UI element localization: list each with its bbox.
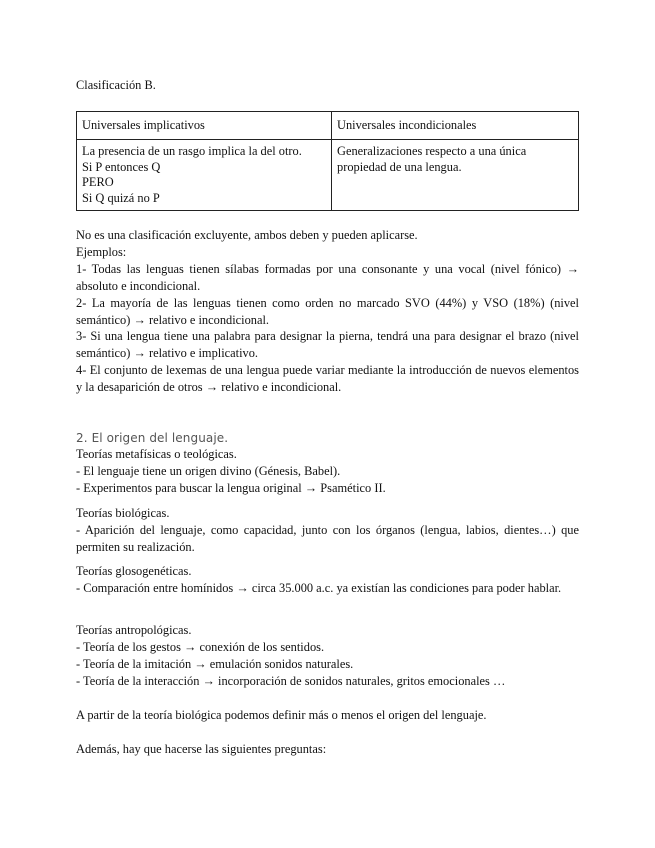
section-heading-classification: Clasificación B. <box>76 78 156 92</box>
cell-line: Si Q quizá no P <box>82 190 160 205</box>
cell-line: Si P entonces Q <box>82 159 161 174</box>
antropologicas-title: Teorías antropológicas. <box>76 623 192 637</box>
cell-implicativos <box>77 140 332 211</box>
examples-label: Ejemplos: <box>76 245 127 259</box>
intro-text: No es una clasificación excluyente, ambos deben y pueden aplicarse. <box>76 228 418 242</box>
antropologicas-item: - Teoría de la imitación → emulación sonidos naturales. <box>76 657 354 671</box>
metafisicas-item: - El lenguaje tiene un origen divino (Génesis, Babel). <box>76 464 341 478</box>
antropologicas-item: - Teoría de los gestos → conexión de los sentidos. <box>76 640 325 654</box>
header-incondicionales: Universales incondicionales <box>332 112 579 140</box>
classification-table <box>76 111 579 211</box>
example-3: 3- Si una lengua tiene una palabra para designar la pierna, tendrá una para designar el brazo (nivel semántico) → relativo e implicativo. <box>76 329 579 360</box>
glosogeneticas-text: - Comparación entre homínidos → circa 35.000 a.c. ya existían las condiciones para poder hablar. <box>76 581 562 595</box>
table-body-row <box>77 140 579 211</box>
example-1: 1- Todas las lenguas tienen sílabas formadas por una consonante y una vocal (nivel fónico) → absoluto e incondicional. <box>76 262 579 293</box>
cell-line: PERO <box>82 175 114 189</box>
cell-line: La presencia de un rasgo implica la del otro. <box>82 144 302 158</box>
glosogeneticas-title: Teorías glosogenéticas. <box>76 564 192 578</box>
biologicas-title: Teorías biológicas. <box>76 506 170 520</box>
biologicas-text: - Aparición del lenguaje, como capacidad, junto con los órganos (lengua, labios, dientes…) que permiten su realización. <box>76 523 579 554</box>
cell-incondicionales: Generalizaciones respecto a una única propiedad de una lengua. <box>332 140 579 211</box>
metafisicas-item: - Experimentos para buscar la lengua original → Psamético II. <box>76 481 386 495</box>
antropologicas-item: - Teoría de la interacción → incorporación de sonidos naturales, gritos emocionales … <box>76 674 506 688</box>
example-4: 4- El conjunto de lexemas de una lengua puede variar mediante la introducción de nuevos elementos y la desaparición de otros → relativo e incondicional. <box>76 363 579 394</box>
questions-text: Además, hay que hacerse las siguientes preguntas: <box>76 742 327 756</box>
conclusion-text: A partir de la teoría biológica podemos definir más o menos el origen del lenguaje. <box>76 708 487 722</box>
header-implicativos: Universales implicativos <box>77 112 332 140</box>
section-2-title: 2. El origen del lenguaje. <box>76 431 229 445</box>
metafisicas-title: Teorías metafísicas o teológicas. <box>76 447 237 461</box>
table-header-row <box>77 112 579 140</box>
example-2: 2- La mayoría de las lenguas tienen como orden no marcado SVO (44%) y VSO (18%) (nivel semántico) → relativo e incondicional. <box>76 296 579 327</box>
